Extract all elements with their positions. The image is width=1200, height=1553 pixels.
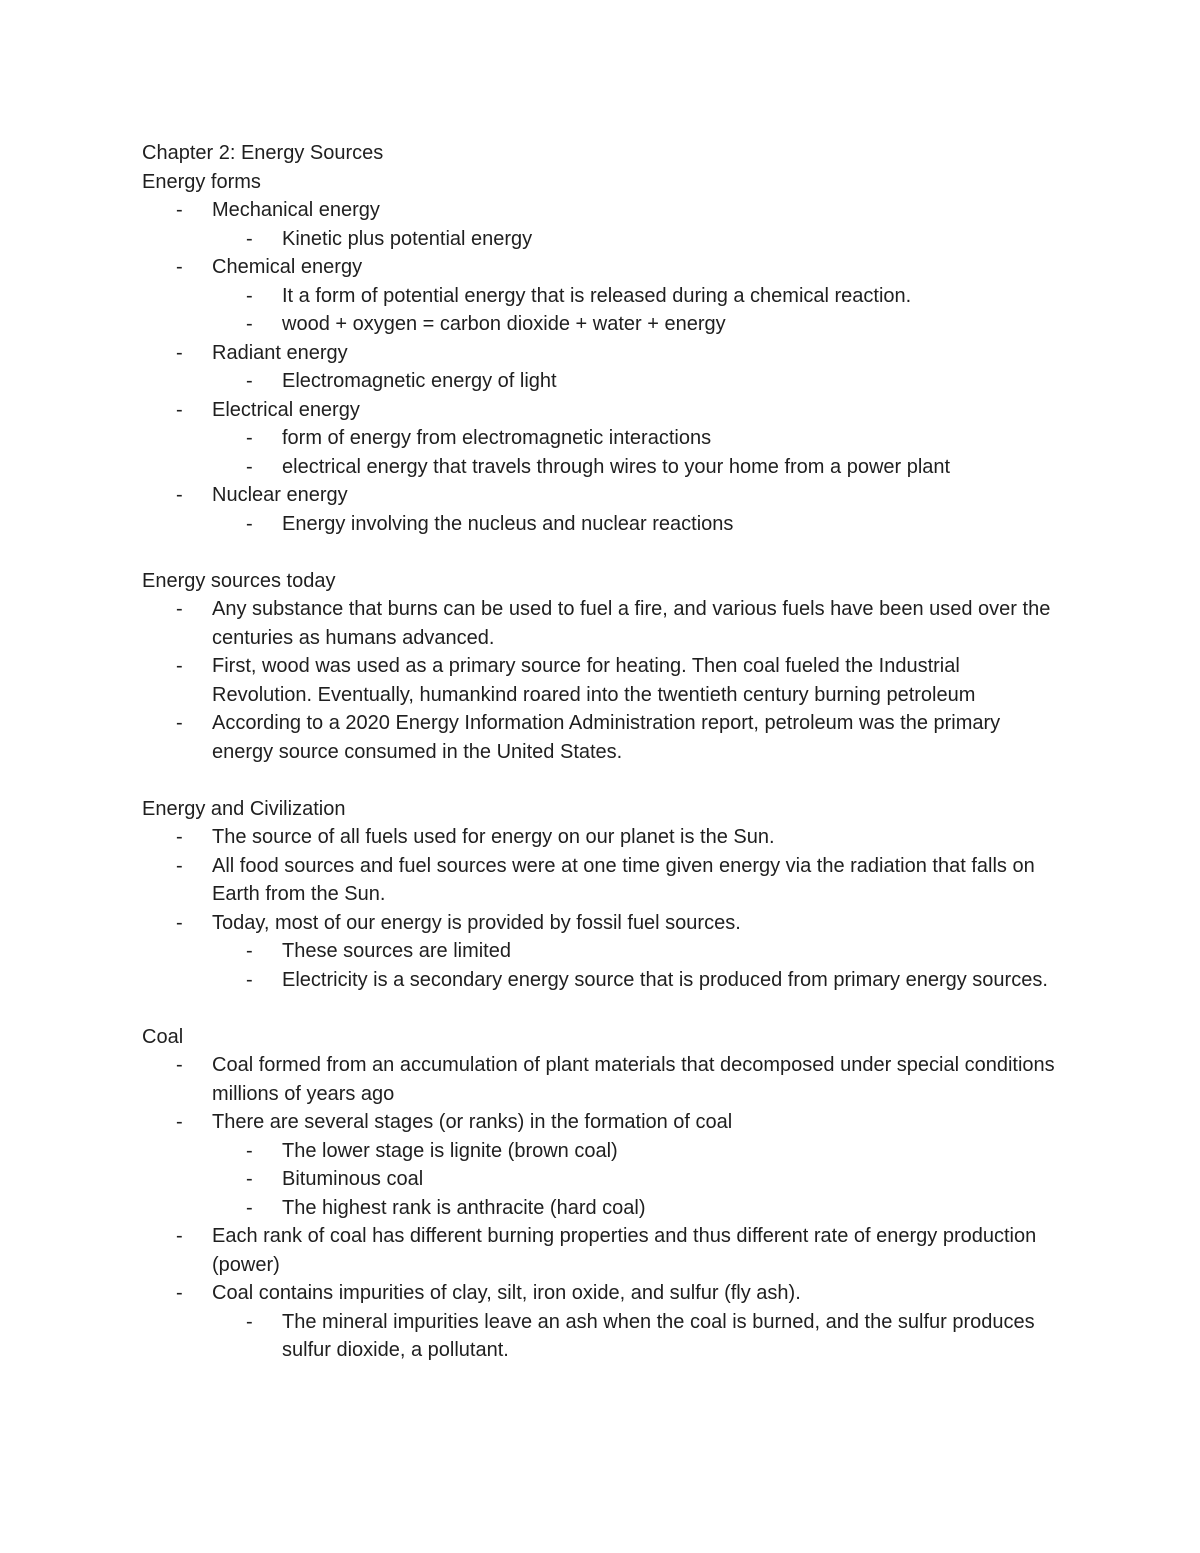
list-item (142, 481, 1062, 538)
sub-list-item-text: The highest rank is anthracite (hard coal) (282, 1196, 646, 1219)
list-item (142, 1108, 1062, 1222)
list-item (142, 396, 1062, 482)
bullet-list (142, 823, 1062, 994)
list-item (142, 196, 1062, 253)
sub-list-item-text: form of energy from electromagnetic interactions (282, 427, 712, 449)
bullet-dash: - (246, 455, 253, 478)
bullet-dash: - (246, 1139, 253, 1162)
bullet-dash: - (176, 854, 183, 877)
list-item (142, 1051, 1062, 1108)
list-item (142, 1222, 1062, 1279)
bullet-dash: - (246, 284, 253, 307)
sub-list-item (212, 510, 1062, 539)
sub-list-item-text: Energy involving the nucleus and nuclear reactions (282, 512, 734, 535)
sub-list-item (212, 282, 1062, 311)
bullet-dash: - (246, 940, 253, 962)
list-item-text: Any substance that burns can be used to fuel a fire, and various fuels have been used over the centuries as humans advanced. (212, 598, 1051, 649)
sub-bullet-list (212, 225, 1062, 254)
bullet-dash: - (176, 256, 183, 278)
bullet-dash: - (246, 1196, 253, 1219)
sub-bullet-list (212, 1308, 1062, 1365)
list-item (142, 823, 1062, 852)
bullet-dash: - (176, 1282, 183, 1304)
section-heading: Energy sources today (142, 569, 336, 592)
list-item (142, 339, 1062, 396)
list-item (142, 253, 1062, 339)
document-body (142, 168, 1062, 1365)
list-item-text: All food sources and fuel sources were at one time given energy via the radiation that falls on Earth from the Sun. (212, 854, 1035, 905)
sub-list-item (212, 1137, 1062, 1166)
list-item-text: The source of all fuels used for energy on our planet is the Sun. (212, 826, 775, 848)
bullet-list (142, 1051, 1062, 1365)
list-item (142, 709, 1062, 766)
sub-list-item (212, 1194, 1062, 1223)
sub-bullet-list (212, 510, 1062, 539)
sub-list-item (212, 310, 1062, 339)
list-item (142, 909, 1062, 995)
bullet-dash: - (176, 598, 183, 620)
sub-list-item-text: Electromagnetic energy of light (282, 370, 557, 392)
sub-list-item-text: The lower stage is lignite (brown coal) (282, 1139, 618, 1162)
sub-bullet-list (212, 424, 1062, 481)
list-item (142, 1279, 1062, 1365)
bullet-list (142, 196, 1062, 538)
list-item-text: Today, most of our energy is provided by fossil fuel sources. (212, 911, 741, 934)
bullet-dash: - (176, 398, 183, 421)
list-item-text: Coal formed from an accumulation of plant materials that decomposed under special conditions millions of years ago (212, 1054, 1055, 1105)
sub-list-item (212, 966, 1062, 995)
bullet-dash: - (246, 1310, 253, 1333)
sub-list-item (212, 225, 1062, 254)
sub-bullet-list (212, 1137, 1062, 1223)
sub-bullet-list (212, 367, 1062, 396)
sub-list-item (212, 453, 1062, 482)
bullet-dash: - (176, 1111, 183, 1133)
section (142, 567, 1062, 767)
bullet-dash: - (246, 427, 253, 449)
list-item-text: Electrical energy (212, 398, 360, 421)
list-item-text: According to a 2020 Energy Information Administration report, petroleum was the primary energy source consumed in the United States. (212, 712, 1001, 763)
sub-list-item-text: wood + oxygen = carbon dioxide + water + energy (282, 313, 726, 335)
section-heading: Coal (142, 1025, 184, 1048)
list-item (142, 595, 1062, 652)
bullet-dash: - (246, 968, 253, 991)
list-item-text: First, wood was used as a primary source for heating. Then coal fueled the Industrial Revolution. Eventually, humankind roared into the twentieth century burning petroleum (212, 655, 976, 706)
sub-list-item (212, 937, 1062, 966)
sub-list-item-text: Bituminous coal (282, 1168, 424, 1190)
sub-list-item-text: It a form of potential energy that is released during a chemical reaction. (282, 284, 912, 307)
sub-list-item (212, 424, 1062, 453)
section (142, 168, 1062, 539)
list-item-text: Coal contains impurities of clay, silt, iron oxide, and sulfur (fly ash). (212, 1282, 801, 1304)
sub-list-item (212, 1165, 1062, 1194)
list-item (142, 652, 1062, 709)
bullet-dash: - (176, 341, 183, 364)
list-item-text: Each rank of coal has different burning properties and thus different rate of energy production (power) (212, 1225, 1037, 1276)
bullet-dash: - (176, 712, 183, 734)
sub-bullet-list (212, 282, 1062, 339)
bullet-dash: - (176, 911, 183, 934)
list-item-text: Mechanical energy (212, 199, 380, 221)
bullet-dash: - (176, 1225, 183, 1247)
list-item (142, 852, 1062, 909)
bullet-dash: - (246, 227, 253, 250)
sub-list-item-text: Electricity is a secondary energy source that is produced from primary energy sources. (282, 968, 1048, 991)
document-title: Chapter 2: Energy Sources (142, 142, 384, 164)
sub-list-item-text: These sources are limited (282, 940, 511, 962)
sub-list-item (212, 1308, 1062, 1365)
bullet-dash: - (176, 826, 183, 848)
document-page (142, 139, 1062, 1365)
bullet-dash: - (246, 512, 253, 535)
sub-list-item-text: electrical energy that travels through wires to your home from a power plant (282, 455, 951, 478)
sub-list-item-text: The mineral impurities leave an ash when the coal is burned, and the sulfur produces sulfur dioxide, a pollutant. (282, 1310, 1035, 1361)
list-item-text: Chemical energy (212, 256, 363, 278)
section (142, 1023, 1062, 1365)
list-item-text: Nuclear energy (212, 484, 348, 506)
section (142, 795, 1062, 995)
bullet-list (142, 595, 1062, 766)
bullet-dash: - (176, 1054, 183, 1076)
bullet-dash: - (246, 313, 253, 335)
bullet-dash: - (176, 484, 183, 506)
bullet-dash: - (176, 655, 183, 677)
list-item-text: There are several stages (or ranks) in the formation of coal (212, 1111, 733, 1133)
bullet-dash: - (246, 370, 253, 392)
bullet-dash: - (176, 199, 183, 221)
section-heading: Energy forms (142, 170, 261, 193)
section-heading: Energy and Civilization (142, 797, 346, 820)
sub-list-item (212, 367, 1062, 396)
list-item-text: Radiant energy (212, 341, 348, 364)
sub-bullet-list (212, 937, 1062, 994)
sub-list-item-text: Kinetic plus potential energy (282, 227, 533, 250)
bullet-dash: - (246, 1168, 253, 1190)
